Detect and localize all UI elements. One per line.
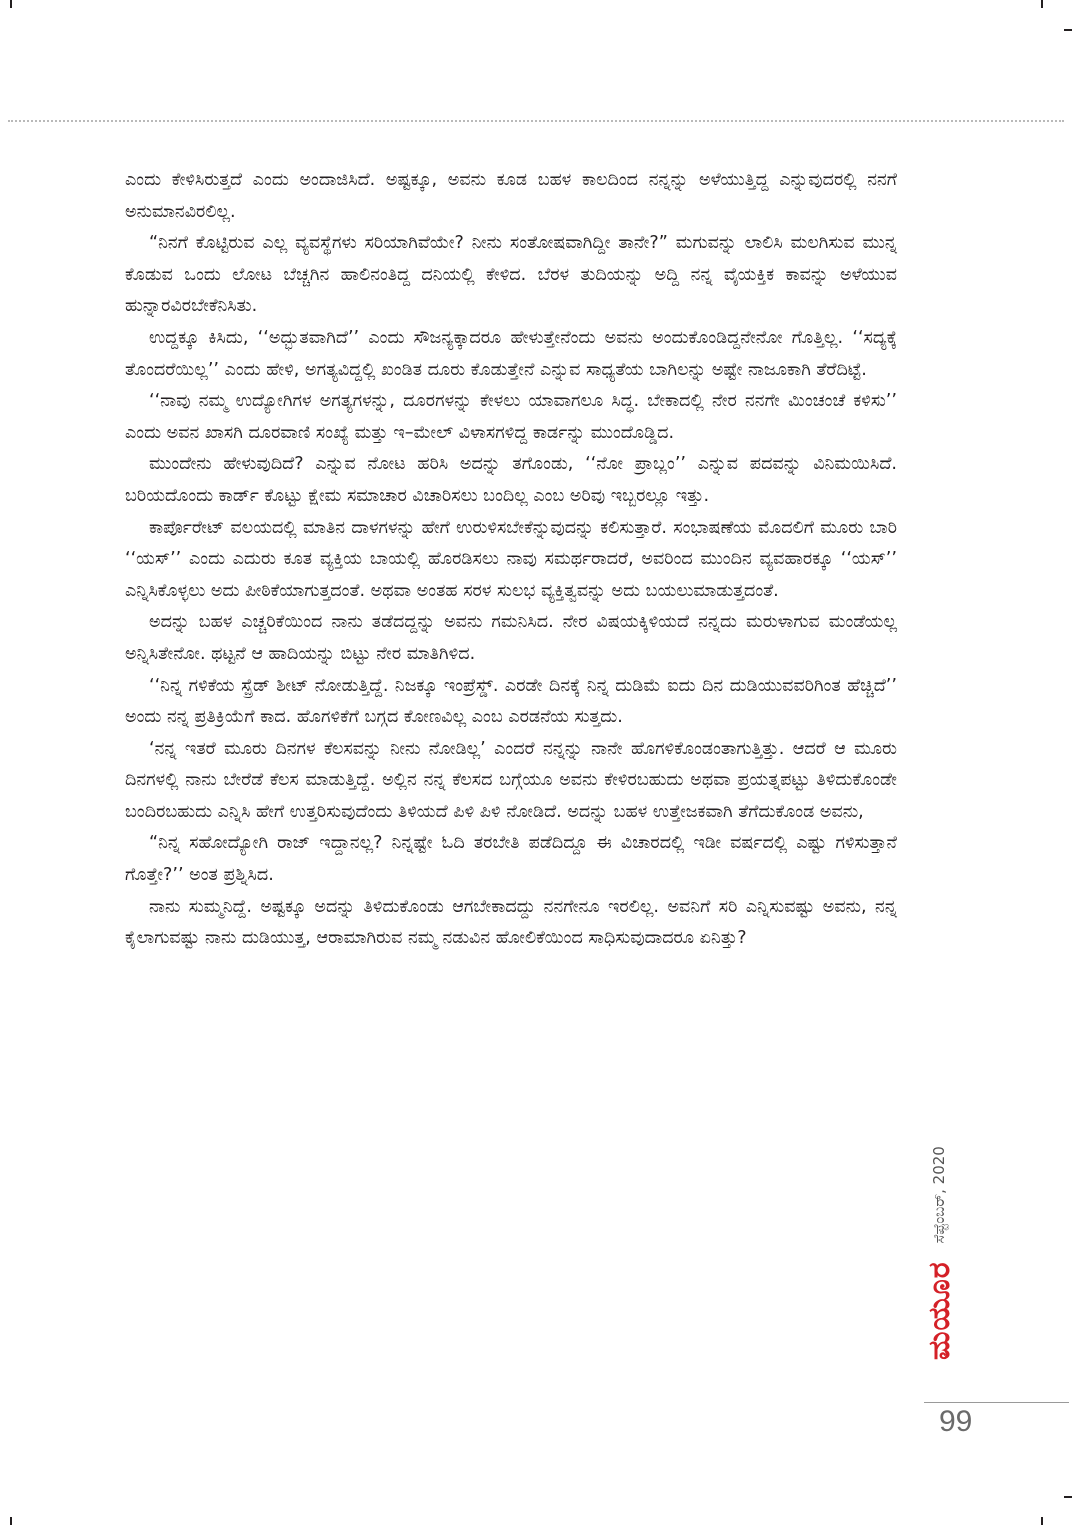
paragraph: “ನಿನ್ನ ಸಹೋದ್ಯೋಗಿ ರಾಜ್ ಇದ್ದಾನಲ್ಲ? ನಿನ್ನಷ್ಟೇ ಓದಿ ತರಬೇತಿ ಪಡೆದಿದ್ದೂ ಈ ವಿಚಾರದಲ್ಲಿ ಇಡೀ ವರ್ಷದಲ್ಲಿ ಎಷ್ಟು ಗಳಿಸುತ್ತಾನೆ ಗೊತ್ತೇ?’’ ಅಂತ ಪ್ರಶ್ನಿಸಿದ. bbox=[125, 833, 897, 886]
page-number: 99 bbox=[939, 1405, 973, 1438]
crop-mark-bottom-left bbox=[10, 1517, 12, 1525]
crop-mark-right-lower bbox=[1064, 1496, 1072, 1498]
crop-mark-top-right bbox=[1041, 0, 1043, 8]
paragraph: ಉದ್ದಕ್ಕೂ ಕಿಸಿದು, ‘‘ಅದ್ಭುತವಾಗಿದೆ’’ ಎಂದು ಸೌಜನ್ಯಕ್ಕಾದರೂ ಹೇಳುತ್ತೇನೆಂದು ಅವನು ಅಂದುಕೊಂಡಿದ್ದನೇನೋ ಗೊತ್ತಿಲ್ಲ. ‘‘ಸದ್ಯಕ್ಕೆ ತೊಂದರೆಯಿಲ್ಲ’’ ಎಂದು ಹೇಳಿ, ಅಗತ್ಯವಿದ್ದಲ್ಲಿ ಖಂಡಿತ ದೂರು ಕೊಡುತ್ತೇನೆ ಎನ್ನುವ ಸಾಧ್ಯತೆಯ ಬಾಗಿಲನ್ನು ಅಷ್ಟೇ ನಾಜೂಕಾಗಿ ತೆರೆದಿಟ್ಟೆ. bbox=[125, 327, 897, 380]
crop-mark-bottom-right bbox=[1041, 1517, 1043, 1525]
paragraph: “ನಿನಗೆ ಕೊಟ್ಟಿರುವ ಎಲ್ಲ ವ್ಯವಸ್ಥೆಗಳು ಸರಿಯಾಗಿವೆಯೇ? ನೀನು ಸಂತೋಷವಾಗಿದ್ದೀ ತಾನೇ?” ಮಗುವನ್ನು ಲಾಲಿಸಿ ಮಲಗಿಸುವ ಮುನ್ನ ಕೊಡುವ ಒಂದು ಲೋಟ ಬೆಚ್ಚಗಿನ ಹಾಲಿನಂತಿದ್ದ ದನಿಯಲ್ಲಿ ಕೇಳಿದ. ಬೆರಳ ತುದಿಯನ್ನು ಅದ್ದಿ ನನ್ನ ವೈಯಕ್ತಿಕ ಕಾವನ್ನು ಅಳೆಯುವ ಹುನ್ನಾರವಿರಬೇಕೆನಿಸಿತು. bbox=[125, 233, 897, 317]
paragraph: ಅದನ್ನು ಬಹಳ ಎಚ್ಚರಿಕೆಯಿಂದ ನಾನು ತಡೆದದ್ದನ್ನು ಅವನು ಗಮನಿಸಿದ. ನೇರ ವಿಷಯಕ್ಕಿಳಿಯದೆ ನನ್ನದು ಮರುಳಾಗುವ ಮಂಡೆಯಲ್ಲ ಅನ್ನಿಸಿತೇನೋ. ಥಟ್ಟನೆ ಆ ಹಾದಿಯನ್ನು ಬಿಟ್ಟು ನೇರ ಮಾತಿಗಿಳಿದ. bbox=[125, 612, 897, 664]
paragraph: ಎಂದು ಕೇಳಿಸಿರುತ್ತದೆ ಎಂದು ಅಂದಾಜಿಸಿದೆ. ಅಷ್ಟಕ್ಕೂ, ಅವನು ಕೂಡ ಬಹಳ ಕಾಲದಿಂದ ನನ್ನನ್ನು ಅಳೆಯುತ್ತಿದ್ದ ಎನ್ನುವುದರಲ್ಲಿ ನನಗೆ ಅನುಮಾನವಿರಲಿಲ್ಲ. bbox=[125, 170, 897, 222]
paragraph: ಮುಂದೇನು ಹೇಳುವುದಿದೆ? ಎನ್ನುವ ನೋಟ ಹರಿಸಿ ಅದನ್ನು ತಗೊಂಡು, ‘‘ನೋ ಪ್ರಾಬ್ಲಂ’’ ಎನ್ನುವ ಪದವನ್ನು ವಿನಿಮಯಿಸಿದೆ. ಬರಿಯದೊಂದು ಕಾರ್ಡ್ ಕೊಟ್ಟು ಕ್ಷೇಮ ಸಮಾಚಾರ ವಿಚಾರಿಸಲು ಬಂದಿಲ್ಲ ಎಂಬ ಅರಿವು ಇಬ್ಬರಲ್ಲೂ ಇತ್ತು. bbox=[125, 454, 897, 506]
issue-date: ಸೆಪ್ಟೆಂಬರ್, 2020 bbox=[930, 1146, 948, 1244]
crop-mark-top-left bbox=[10, 0, 12, 8]
paragraph: ‘ನನ್ನ ಇತರೆ ಮೂರು ದಿನಗಳ ಕೆಲಸವನ್ನು ನೀನು ನೋಡಿಲ್ಲ’ ಎಂದರೆ ನನ್ನನ್ನು ನಾನೇ ಹೊಗಳಿಕೊಂಡಂತಾಗುತ್ತಿತ್ತು. ಆದರೆ ಆ ಮೂರು ದಿನಗಳಲ್ಲಿ ನಾನು ಬೇರೆಡೆ ಕೆಲಸ ಮಾಡುತ್ತಿದ್ದೆ. ಅಲ್ಲಿನ ನನ್ನ ಕೆಲಸದ ಬಗ್ಗೆಯೂ ಅವನು ಕೇಳಿರಬಹುದು ಅಥವಾ ಪ್ರಯತ್ನಪಟ್ಟು ತಿಳಿದುಕೊಂಡೇ ಬಂದಿರಬಹುದು ಎನ್ನಿಸಿ ಹೇಗೆ ಉತ್ತರಿಸುವುದೆಂದು ತಿಳಿಯದೆ ಪಿಳಿ ಪಿಳಿ ನೋಡಿದೆ. ಅದನ್ನು ಬಹಳ ಉತ್ತೇಜಕವಾಗಿ ತೆಗೆದುಕೊಂಡ ಅವನು, bbox=[125, 738, 897, 822]
article-body bbox=[125, 165, 897, 955]
crop-mark-right-upper bbox=[1064, 29, 1072, 31]
paragraph: ‘‘ನಾವು ನಮ್ಮ ಉದ್ಯೋಗಿಗಳ ಅಗತ್ಯಗಳನ್ನು, ದೂರಗಳನ್ನು ಕೇಳಲು ಯಾವಾಗಲೂ ಸಿದ್ಧ. ಬೇಕಾದಲ್ಲಿ ನೇರ ನನಗೇ ಮಿಂಚಂಚೆ ಕಳಿಸು’’ ಎಂದು ಅವನ ಖಾಸಗಿ ದೂರವಾಣಿ ಸಂಖ್ಯೆ ಮತ್ತು ಇ–ಮೇಲ್ ವಿಳಾಸಗಳಿದ್ದ ಕಾರ್ಡನ್ನು ಮುಂದೊಡ್ಡಿದ. bbox=[125, 391, 897, 443]
paragraph: ನಾನು ಸುಮ್ಮನಿದ್ದೆ. ಅಷ್ಟಕ್ಕೂ ಅದನ್ನು ತಿಳಿದುಕೊಂಡು ಆಗಬೇಕಾದದ್ದು ನನಗೇನೂ ಇರಲಿಲ್ಲ. ಅವನಿಗೆ ಸರಿ ಎನ್ನಿಸುವಷ್ಟು ಅವನು, ನನ್ನ ಕೈಲಾಗುವಷ್ಟು ನಾನು ದುಡಿಯುತ್ತ, ಆರಾಮಾಗಿರುವ ನಮ್ಮ ನಡುವಿನ ಹೋಲಿಕೆಯಿಂದ ಸಾಧಿಸುವುದಾದರೂ ಏನಿತ್ತು? bbox=[125, 896, 897, 949]
page-number-rule bbox=[924, 1402, 1069, 1403]
magazine-logo: ಮಯೂರ bbox=[921, 1261, 957, 1360]
paragraph: ‘‘ನಿನ್ನ ಗಳಿಕೆಯ ಸ್ಪ್ರೆಡ್ ಶೀಟ್ ನೋಡುತ್ತಿದ್ದೆ. ನಿಜಕ್ಕೂ ಇಂಪ್ರೆಸ್ಡ್. ಎರಡೇ ದಿನಕ್ಕೆ ನಿನ್ನ ದುಡಿಮೆ ಐದು ದಿನ ದುಡಿಯುವವರಿಗಿಂತ ಹೆಚ್ಚಿದೆ’’ ಅಂದು ನನ್ನ ಪ್ರತಿಕ್ರಿಯೆಗೆ ಕಾದ. ಹೊಗಳಿಕೆಗೆ ಬಗ್ಗದ ಕೋಣವಿಲ್ಲ ಎಂಬ ಎರಡನೆಯ ಸುತ್ತದು. bbox=[125, 675, 897, 728]
sidebar-issue-label bbox=[921, 1120, 957, 1360]
paragraph: ಕಾರ್ಪೊರೇಟ್ ವಲಯದಲ್ಲಿ ಮಾತಿನ ದಾಳಗಳನ್ನು ಹೇಗೆ ಉರುಳಿಸಬೇಕೆನ್ನುವುದನ್ನು ಕಲಿಸುತ್ತಾರೆ. ಸಂಭಾಷಣೆಯ ಮೊದಲಿಗೆ ಮೂರು ಬಾರಿ ‘‘ಯಸ್’’ ಎಂದು ಎದುರು ಕೂತ ವ್ಯಕ್ತಿಯ ಬಾಯಲ್ಲಿ ಹೊರಡಿಸಲು ನಾವು ಸಮರ್ಥರಾದರೆ, ಅವರಿಂದ ಮುಂದಿನ ವ್ಯವಹಾರಕ್ಕೂ ‘‘ಯಸ್’’ ಎನ್ನಿಸಿಕೊಳ್ಳಲು ಅದು ಪೀಠಿಕೆಯಾಗುತ್ತದಂತೆ. ಅಥವಾ ಅಂತಹ ಸರಳ ಸುಲಭ ವ್ಯಕ್ತಿತ್ವವನ್ನು ಅದು ಬಯಲುಮಾಡುತ್ತದಂತೆ. bbox=[125, 517, 897, 601]
header-dotted-rule bbox=[8, 120, 1064, 122]
